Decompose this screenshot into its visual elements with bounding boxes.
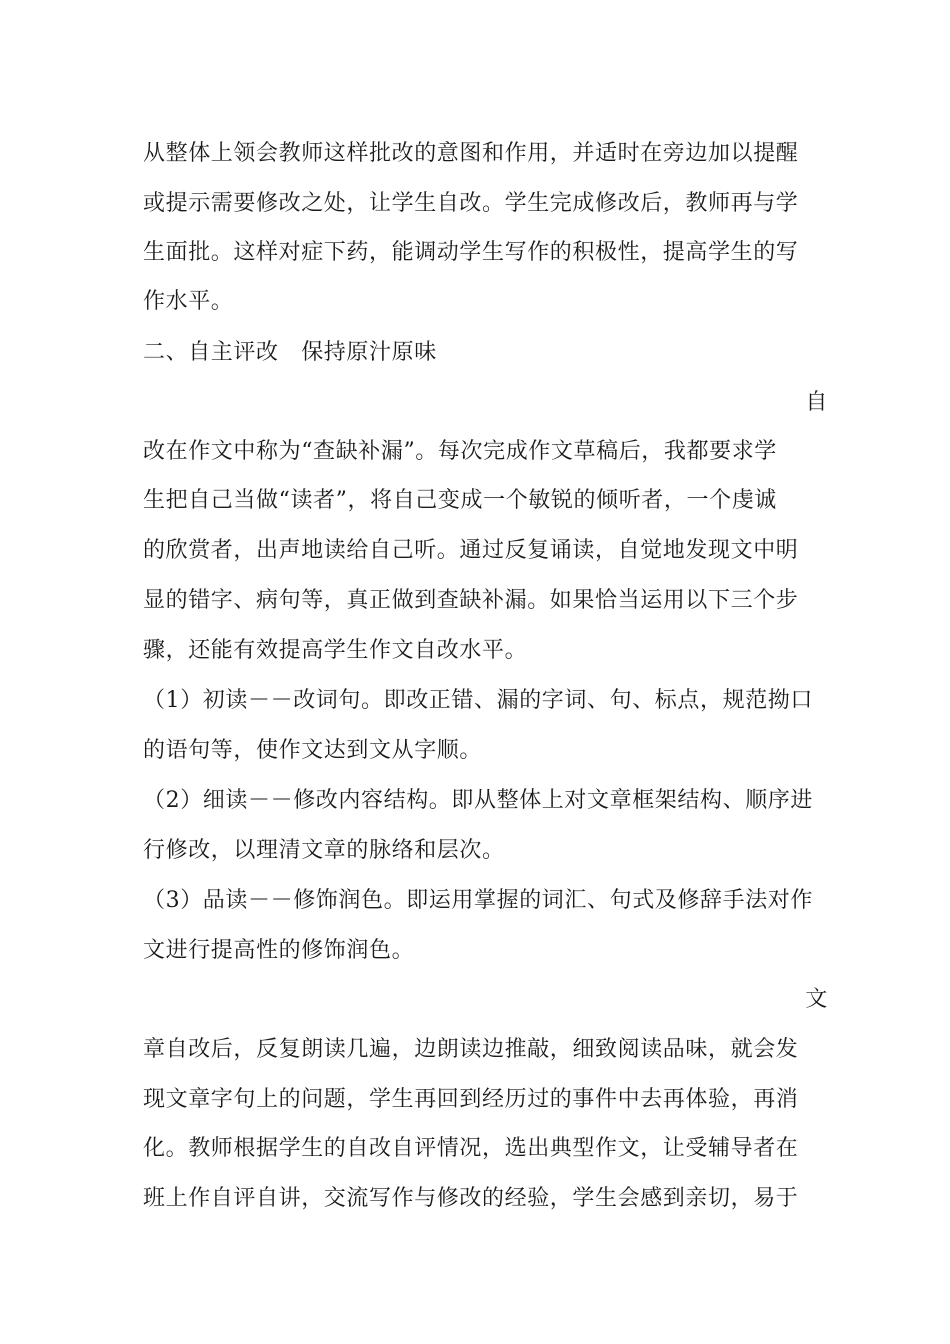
paragraph-line: 班上作自评自讲，交流写作与修改的经验，学生会感到亲切，易于: [143, 1186, 799, 1211]
list-item: （2）细读－－修改内容结构。即从整体上对文章框架结构、顺序进: [143, 788, 813, 813]
list-item-continuation: 行修改，以理清文章的脉络和层次。: [143, 838, 505, 863]
list-item-continuation: 的语句等，使作文达到文从字顺。: [143, 738, 483, 763]
paragraph-line: 从整体上领会教师这样批改的意图和作用，并适时在旁边加以提醒: [143, 141, 799, 166]
paragraph-line: 改在作文中称为“查缺补漏”。每次完成作文草稿后，我都要求学: [143, 439, 777, 464]
paragraph-line: 自: [805, 390, 828, 415]
paragraph-line: 的欣赏者，出声地读给自己听。通过反复诵读，自觉地发现文中明: [143, 538, 799, 563]
paragraph-line: 文: [805, 987, 828, 1012]
paragraph-line: 作水平。: [143, 289, 234, 314]
section-heading: 二、自主评改 保持原汁原味: [143, 340, 437, 365]
paragraph-line: 骤，还能有效提高学生作文自改水平。: [143, 638, 528, 663]
paragraph-line: 生面批。这样对症下药，能调动学生写作的积极性，提高学生的写: [143, 240, 799, 265]
paragraph-line: 章自改后，反复朗读几遍，边朗读边推敲，细致阅读品味，就会发: [143, 1037, 799, 1062]
list-item-continuation: 文进行提高性的修饰润色。: [143, 938, 415, 963]
paragraph-line: 显的错字、病句等，真正做到查缺补漏。如果恰当运用以下三个步: [143, 588, 799, 613]
paragraph-line: 化。教师根据学生的自改自评情况，选出典型作文，让受辅导者在: [143, 1136, 799, 1161]
paragraph-line: 现文章字句上的问题，学生再回到经历过的事件中去再体验，再消: [143, 1087, 799, 1112]
paragraph-line: 或提示需要修改之处，让学生自改。学生完成修改后，教师再与学: [143, 191, 799, 216]
list-item: （3）品读－－修饰润色。即运用掌握的词汇、句式及修辞手法对作: [143, 888, 813, 913]
paragraph-line: 生把自己当做“读者”，将自己变成一个敏锐的倾听者，一个虔诚: [143, 488, 777, 513]
list-item: （1）初读－－改词句。即改正错、漏的字词、句、标点，规范拗口: [143, 688, 813, 713]
